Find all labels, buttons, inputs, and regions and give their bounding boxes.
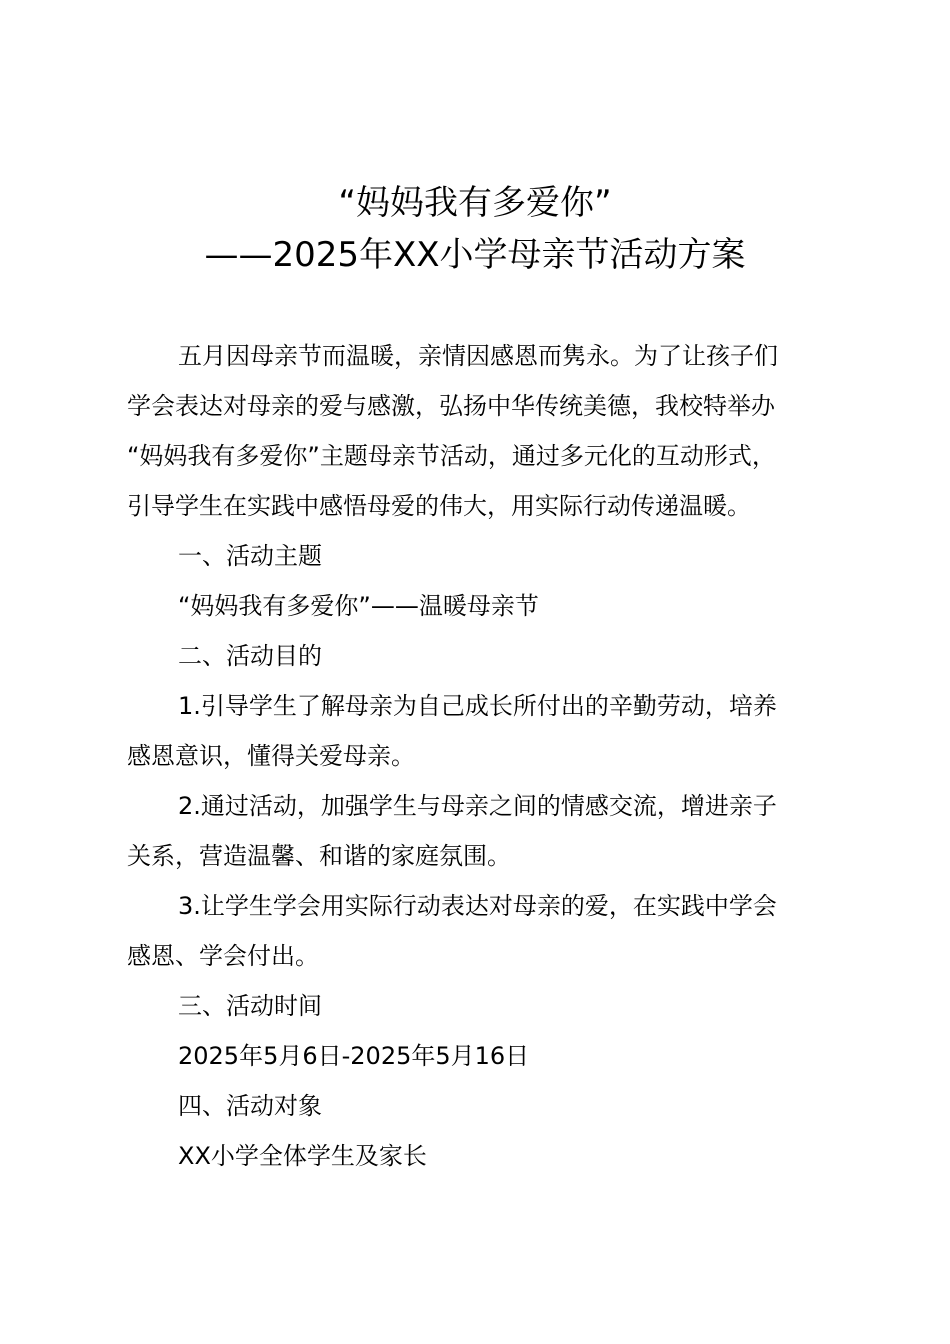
section-heading-theme: 一、活动主题 xyxy=(178,542,322,570)
intro-line: “妈妈我有多爱你”主题母亲节活动，通过多元化的互动形式， xyxy=(127,442,776,470)
document-title-line2: ——2025年XX小学母亲节活动方案 xyxy=(204,235,746,275)
purpose-item-2 xyxy=(127,781,847,881)
purpose-item-line: 3.让学生学会用实际行动表达对母亲的爱，在实践中学会 xyxy=(178,892,777,920)
purpose-item-line: 1.引导学生了解母亲为自己成长所付出的辛勤劳动，培养 xyxy=(178,692,777,720)
purpose-item-line: 2.通过活动，加强学生与母亲之间的情感交流，增进亲子 xyxy=(178,792,777,820)
section-content-audience: XX小学全体学生及家长 xyxy=(178,1142,427,1170)
intro-paragraph xyxy=(127,331,847,531)
purpose-item-line: 感恩意识，懂得关爱母亲。 xyxy=(127,742,415,770)
intro-line: 学会表达对母亲的爱与感激，弘扬中华传统美德，我校特举办 xyxy=(127,392,775,420)
section-heading-time: 三、活动时间 xyxy=(178,992,322,1020)
section-content-theme: “妈妈我有多爱你”——温暖母亲节 xyxy=(178,592,539,620)
section-heading-purpose: 二、活动目的 xyxy=(178,642,322,670)
intro-line: 五月因母亲节而温暖，亲情因感恩而隽永。为了让孩子们 xyxy=(178,342,778,370)
section-heading-audience: 四、活动对象 xyxy=(178,1092,322,1120)
purpose-item-line: 感恩、学会付出。 xyxy=(127,942,319,970)
purpose-item-1 xyxy=(127,681,847,781)
intro-line: 引导学生在实践中感悟母爱的伟大，用实际行动传递温暖。 xyxy=(127,492,751,520)
purpose-item-3 xyxy=(127,881,847,981)
purpose-item-line: 关系，营造温馨、和谐的家庭氛围。 xyxy=(127,842,511,870)
document-body xyxy=(127,331,847,1181)
document-title-line1: “妈妈我有多爱你” xyxy=(338,183,612,223)
section-content-time: 2025年5月6日-2025年5月16日 xyxy=(178,1042,530,1070)
